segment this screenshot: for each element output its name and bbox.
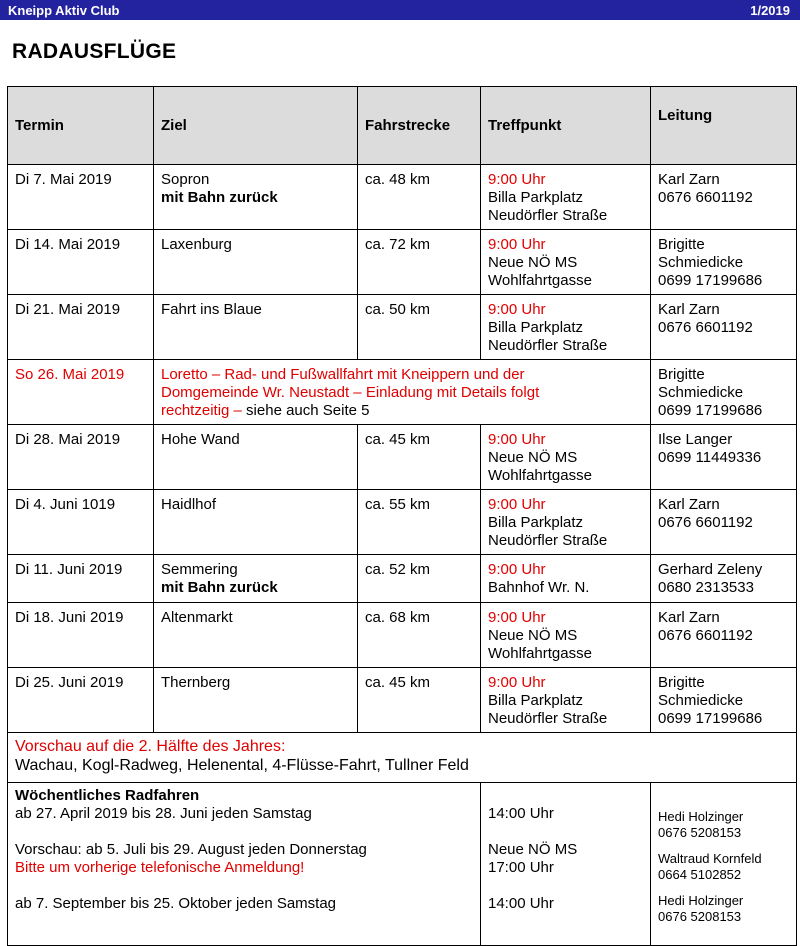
ziel-cell: Hohe Wand xyxy=(154,425,358,490)
table-row xyxy=(8,603,797,668)
special-description: Loretto – Rad- und Fußwallfahrt mit Kneippern und der Domgemeinde Wr. Neustadt – Einladung mit Details folgt rechtzeitig – siehe auch Seite 5 xyxy=(154,360,651,425)
meeting-cell: 9:00 Uhr Neue NÖ MS Wohlfahrtgasse xyxy=(481,230,651,295)
date-cell: Di 4. Juni 1019 xyxy=(8,490,154,555)
weekly-times: 14:00 Uhr Neue NÖ MS 17:00 Uhr 14:00 Uhr xyxy=(481,783,651,946)
leader-cell: Brigitte Schmiedicke 0699 17199686 xyxy=(651,668,797,733)
date-cell: Di 25. Juni 2019 xyxy=(8,668,154,733)
leader-cell: Gerhard Zeleny 0680 2313533 xyxy=(651,555,797,603)
header-bar xyxy=(0,0,800,20)
table-row xyxy=(8,425,797,490)
col-leitung: Leitung xyxy=(651,87,797,165)
table-row xyxy=(8,555,797,603)
meeting-cell: 9:00 Uhr Neue NÖ MS Wohlfahrtgasse xyxy=(481,425,651,490)
preview-text: Wachau, Kogl-Radweg, Helenental, 4-Flüsse-Fahrt, Tullner Feld xyxy=(15,757,469,774)
distance-cell: ca. 72 km xyxy=(358,230,481,295)
ziel-cell: Thernberg xyxy=(154,668,358,733)
table-row xyxy=(8,165,797,230)
club-name: Kneipp Aktiv Club xyxy=(8,3,120,18)
leader-cell: Karl Zarn 0676 6601192 xyxy=(651,490,797,555)
col-fahrstrecke: Fahrstrecke xyxy=(358,87,481,165)
leader-cell: Karl Zarn 0676 6601192 xyxy=(651,603,797,668)
date-cell: Di 18. Juni 2019 xyxy=(8,603,154,668)
col-ziel: Ziel xyxy=(154,87,358,165)
meeting-cell: 9:00 Uhr Billa Parkplatz Neudörfler Straße xyxy=(481,165,651,230)
date-cell: So 26. Mai 2019 xyxy=(8,360,154,425)
date-cell: Di 14. Mai 2019 xyxy=(8,230,154,295)
table-row xyxy=(8,490,797,555)
table-row xyxy=(8,668,797,733)
col-treffpunkt: Treffpunkt xyxy=(481,87,651,165)
ziel-cell: Semmering mit Bahn zurück xyxy=(154,555,358,603)
ziel-cell: Sopron mit Bahn zurück xyxy=(154,165,358,230)
special-row xyxy=(8,360,797,425)
table-row xyxy=(8,295,797,360)
distance-cell: ca. 52 km xyxy=(358,555,481,603)
distance-cell: ca. 68 km xyxy=(358,603,481,668)
weekly-row xyxy=(8,783,797,946)
page-title: RADAUSFLÜGE xyxy=(12,40,177,63)
distance-cell: ca. 55 km xyxy=(358,490,481,555)
weekly-title: Wöchentliches Radfahren xyxy=(15,787,200,804)
distance-cell: ca. 45 km xyxy=(358,425,481,490)
table-row xyxy=(8,230,797,295)
weekly-contacts: Hedi Holzinger 0676 5208153 Waltraud Kornfeld 0664 5102852 Hedi Holzinger 0676 5208153 xyxy=(651,783,797,946)
leader-cell: Brigitte Schmiedicke 0699 17199686 xyxy=(651,230,797,295)
weekly-schedule: Wöchentliches Radfahren ab 27. April 2019 bis 28. Juni jeden Samstag Vorschau: ab 5. Juli bis 29. August jeden Donnerstag Bitte um vorherige telefonische Anmeldung! ab 7. September bis 25. Oktober jeden Samstag xyxy=(8,783,481,946)
meeting-cell: 9:00 Uhr Billa Parkplatz Neudörfler Straße xyxy=(481,295,651,360)
col-termin: Termin xyxy=(8,87,154,165)
meeting-cell: 9:00 Uhr Billa Parkplatz Neudörfler Straße xyxy=(481,668,651,733)
meeting-cell: 9:00 Uhr Neue NÖ MS Wohlfahrtgasse xyxy=(481,603,651,668)
date-cell: Di 28. Mai 2019 xyxy=(8,425,154,490)
meeting-cell: 9:00 Uhr Billa Parkplatz Neudörfler Straße xyxy=(481,490,651,555)
ziel-cell: Fahrt ins Blaue xyxy=(154,295,358,360)
date-cell: Di 21. Mai 2019 xyxy=(8,295,154,360)
distance-cell: ca. 45 km xyxy=(358,668,481,733)
leader-cell: Karl Zarn 0676 6601192 xyxy=(651,295,797,360)
preview-title: Vorschau auf die 2. Hälfte des Jahres: xyxy=(15,738,286,755)
leader-cell: Brigitte Schmiedicke 0699 17199686 xyxy=(651,360,797,425)
issue-number: 1/2019 xyxy=(750,3,790,18)
leader-cell: Ilse Langer 0699 11449336 xyxy=(651,425,797,490)
date-cell: Di 7. Mai 2019 xyxy=(8,165,154,230)
ziel-cell: Laxenburg xyxy=(154,230,358,295)
distance-cell: ca. 48 km xyxy=(358,165,481,230)
tour-table xyxy=(7,86,797,946)
table-header-row xyxy=(8,87,797,165)
preview-row xyxy=(8,733,797,783)
ziel-cell: Altenmarkt xyxy=(154,603,358,668)
leader-cell: Karl Zarn 0676 6601192 xyxy=(651,165,797,230)
meeting-cell: 9:00 Uhr Bahnhof Wr. N. xyxy=(481,555,651,603)
distance-cell: ca. 50 km xyxy=(358,295,481,360)
ziel-cell: Haidlhof xyxy=(154,490,358,555)
date-cell: Di 11. Juni 2019 xyxy=(8,555,154,603)
